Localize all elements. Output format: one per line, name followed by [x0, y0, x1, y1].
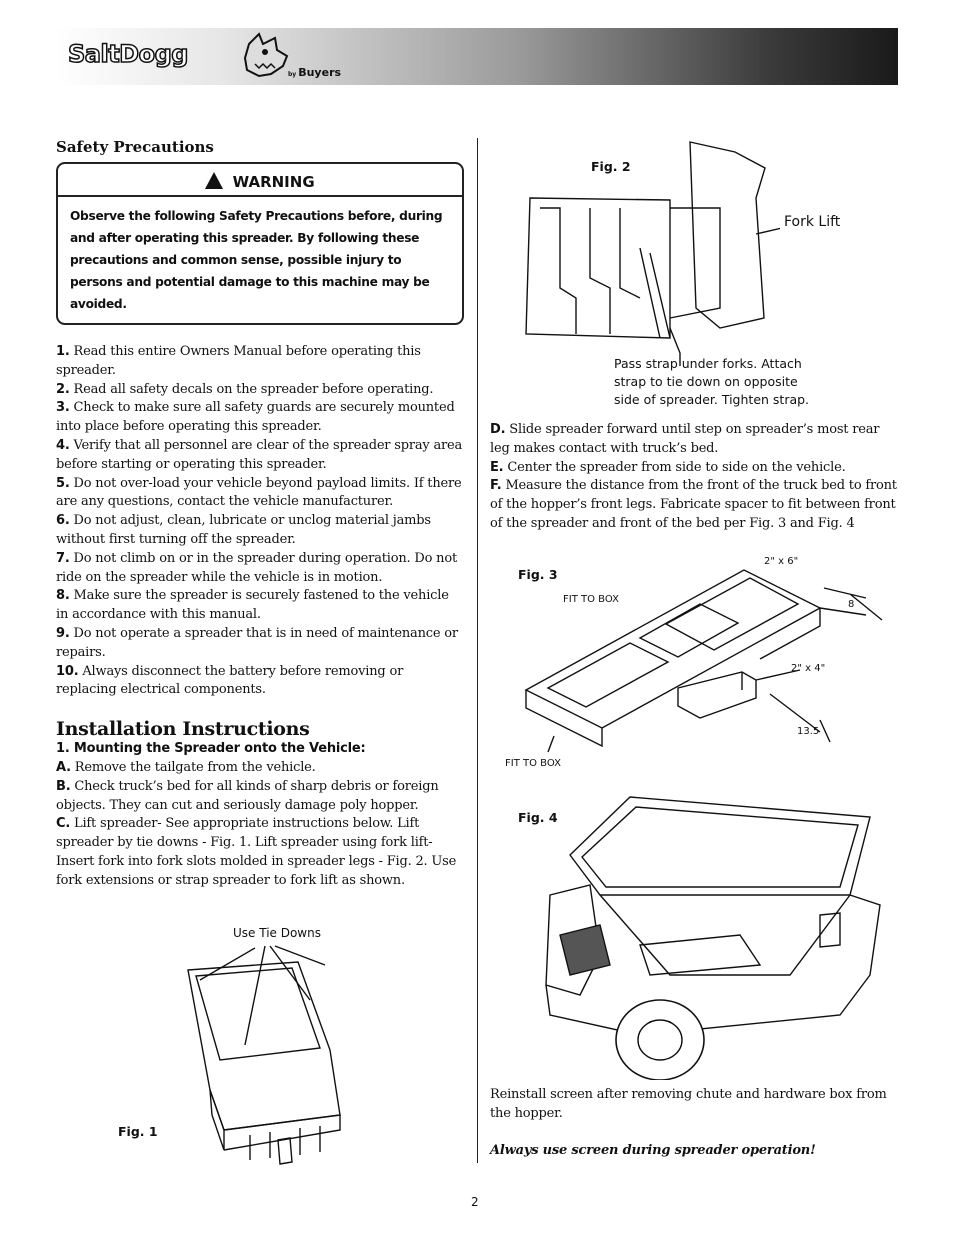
- dog-mascot-icon: [241, 30, 291, 82]
- safety-title: Safety Precautions: [56, 138, 214, 156]
- warning-label: WARNING: [232, 173, 315, 191]
- left-column: [56, 138, 464, 891]
- list-item: 5. Do not over-load your vehicle beyond payload limits. If there are any questions, contact the vehicle manufacturer.: [56, 475, 462, 510]
- fig2-label: Fig. 2: [591, 159, 631, 174]
- reinstall-text: Reinstall screen after removing chute and hardware box from the hopper.: [490, 1087, 887, 1121]
- list-item: 7. Do not climb on or in the spreader during operation. Do not ride on the spreader while the vehicle is in motion.: [56, 550, 457, 585]
- fig3-spacer-drawing: [520, 560, 890, 760]
- page-number: 2: [471, 1195, 479, 1209]
- buyers-brand: by Buyers: [288, 66, 342, 79]
- fig1-callout: Use Tie Downs: [233, 926, 321, 940]
- list-item: 4. Verify that all personnel are clear of the spreader spray area before starting or operating this spreader.: [56, 437, 463, 472]
- fig3-fit-bottom: FIT TO BOX: [505, 758, 561, 769]
- safety-list: [56, 343, 464, 700]
- list-item: D. Slide spreader forward until step on spreader’s most rear leg makes contact with truck’s bed.: [490, 422, 880, 456]
- list-item: C. Lift spreader- See appropriate instructions below. Lift spreader by tie downs - Fig. 1. Lift spreader using fork lift- Insert fork into fork slots molded in spreader legs - Fig. 2. Use fork extensions or strap spreader to fork lift as shown.: [56, 816, 457, 888]
- list-item: E. Center the spreader from side to side on the vehicle.: [490, 459, 846, 475]
- fig3-dim-13-5: 13.5: [797, 726, 820, 737]
- fig2-note: Pass strap under forks. Attach strap to tie down on opposite side of spreader. Tighten strap.: [614, 356, 810, 407]
- right-steps: [490, 421, 898, 534]
- list-item: 10. Always disconnect the battery before removing or replacing electrical components.: [56, 663, 404, 698]
- list-item: F. Measure the distance from the front of the truck bed to front of the hopper’s front legs. Fabricate spacer to fit between front of the spreader and front of the bed per Fig. 3 and Fig. 4: [490, 478, 897, 531]
- column-divider: [477, 138, 478, 1163]
- installation-steps: [56, 740, 464, 890]
- header-banner: [56, 28, 898, 85]
- list-item: 2. Read all safety decals on the spreader before operating.: [56, 381, 434, 397]
- fig1-label: Fig. 1: [118, 1124, 158, 1139]
- warning-box: [56, 162, 464, 325]
- list-item: 1. Read this entire Owners Manual before operating this spreader.: [56, 344, 421, 378]
- list-item: 9. Do not operate a spreader that is in need of maintenance or repairs.: [56, 625, 458, 660]
- list-item: 8. Make sure the spreader is securely fastened to the vehicle in accordance with this manual.: [56, 588, 449, 623]
- installation-subtitle: 1. Mounting the Spreader onto the Vehicle:: [56, 741, 366, 757]
- saltdogg-logo: SaltDogg: [68, 40, 188, 68]
- fig3-dim-2x6: 2" x 6": [764, 556, 799, 567]
- installation-title: Installation Instructions: [56, 718, 310, 741]
- list-item: 6. Do not adjust, clean, lubricate or unclog material jambs without first turning off the spreader.: [56, 513, 431, 547]
- fig2-forklift-drawing: [520, 138, 780, 368]
- warning-triangle-icon: [205, 172, 223, 189]
- fig3-dim-2x4: 2" x 4": [791, 663, 826, 674]
- warning-header: [58, 164, 462, 197]
- fig2-forklift-callout: Fork Lift: [784, 214, 841, 230]
- fig1-spreader-drawing: [180, 940, 350, 1170]
- fig4-truck-drawing: [540, 795, 898, 1080]
- always-screen-text: Always use screen during spreader operation!: [490, 1143, 816, 1158]
- list-item: 3. Check to make sure all safety guards are securely mounted into place before operating this spreader.: [56, 400, 455, 435]
- fig3-label: Fig. 3: [518, 567, 558, 582]
- warning-text: Observe the following Safety Precautions before, during and after operating this spreader. By following these precautions and common sense, possible injury to persons and potential damage to this machine may be avoided.: [70, 209, 443, 311]
- fig3-dim-8: 8: [848, 599, 855, 610]
- fig4-label: Fig. 4: [518, 810, 558, 825]
- fig3-fit-top: FIT TO BOX: [563, 594, 619, 605]
- list-item: B. Check truck’s bed for all kinds of sharp debris or foreign objects. They can cut and seriously damage poly hopper.: [56, 778, 439, 813]
- list-item: A. Remove the tailgate from the vehicle.: [56, 759, 316, 775]
